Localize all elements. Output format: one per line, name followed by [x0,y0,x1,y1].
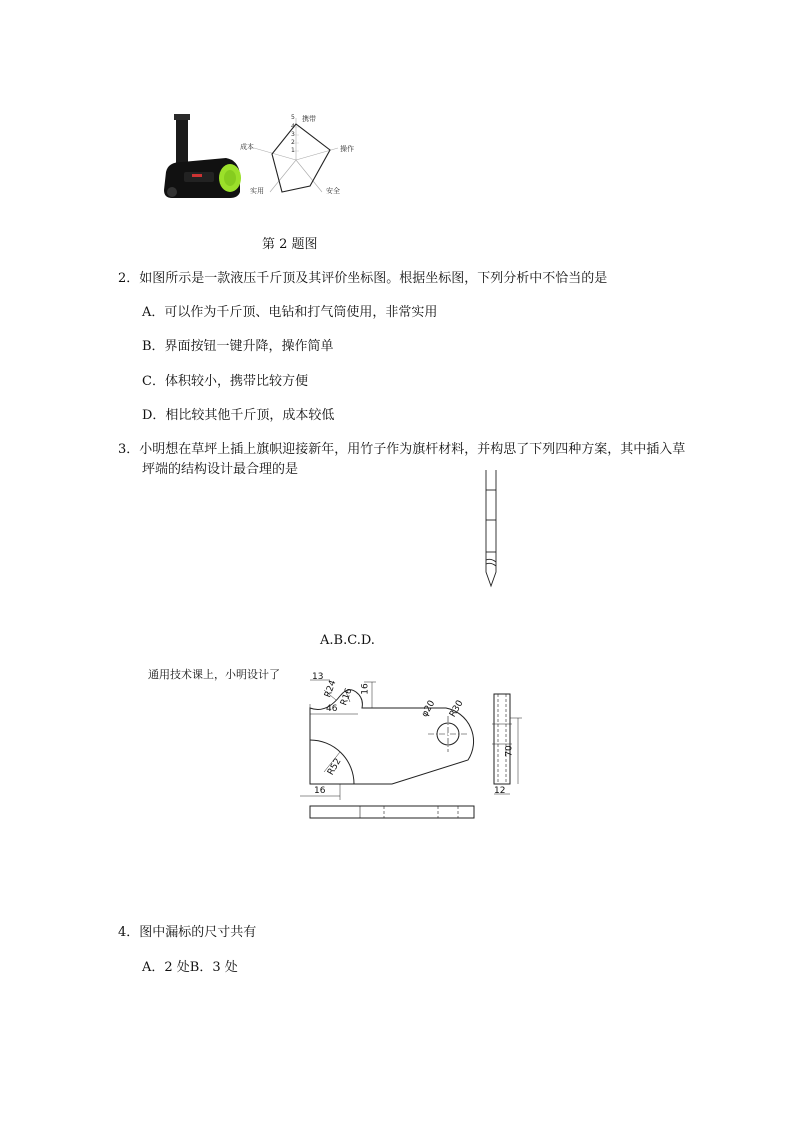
figure-caption-q2: 第 2 题图 [262,237,318,252]
dim-16-top: 16 [360,683,371,695]
radar-label-top: 携带 [302,115,316,123]
radar-scale-2: 2 [291,139,295,146]
jack-image [160,112,242,202]
handwritten-note: 通用技术课上，小明设计了 [148,668,280,681]
dim-70: 70 [504,745,515,757]
q2-option-b: B．界面按钮一键升降，操作简单 [142,339,334,354]
dim-16-bottom: 16 [314,786,326,796]
dim-46: 46 [326,704,338,714]
radar-label-bottom-left: 实用 [250,187,264,195]
q2-option-a: A．可以作为千斤顶、电钻和打气筒使用，非常实用 [142,305,438,320]
q4-options: A．2 处B．3 处 [142,960,238,975]
radar-label-bottom-right: 安全 [326,187,340,195]
q3-options-line: A.B.C.D. [320,633,375,648]
dim-r24: R24 [323,678,339,700]
q2-stem: 2．如图所示是一款液压千斤顶及其评价坐标图。根据坐标图，下列分析中不恰当的是 [118,271,608,286]
q2-option-c: C．体积较小，携带比较方便 [142,374,308,389]
radar-scale-4: 4 [291,123,295,130]
radar-scale-3: 3 [291,131,295,138]
q2-option-d: D．相比较其他千斤顶，成本较低 [142,408,335,423]
dim-r30: R30 [448,698,466,720]
dim-r16: R16 [339,686,355,708]
dim-r52: R52 [326,756,344,778]
radar-scale-5: 5 [291,114,295,121]
dim-phi20: φ20 [420,698,438,720]
radar-scale-1: 1 [291,147,295,154]
q3-stem-line2: 坪端的结构设计最合理的是 [142,462,299,477]
radar-label-left: 成本 [240,143,254,151]
q3-stem-line1: 3．小明想在草坪上插上旗帜迎接新年，用竹子作为旗杆材料，并构思了下列四种方案，其中插入草 [118,442,686,457]
bamboo-pole-image [478,468,508,590]
q4-stem: 4．图中漏标的尺寸共有 [118,925,257,940]
dim-13: 13 [312,672,324,682]
dim-12: 12 [494,786,506,796]
radar-label-right: 操作 [340,145,354,153]
